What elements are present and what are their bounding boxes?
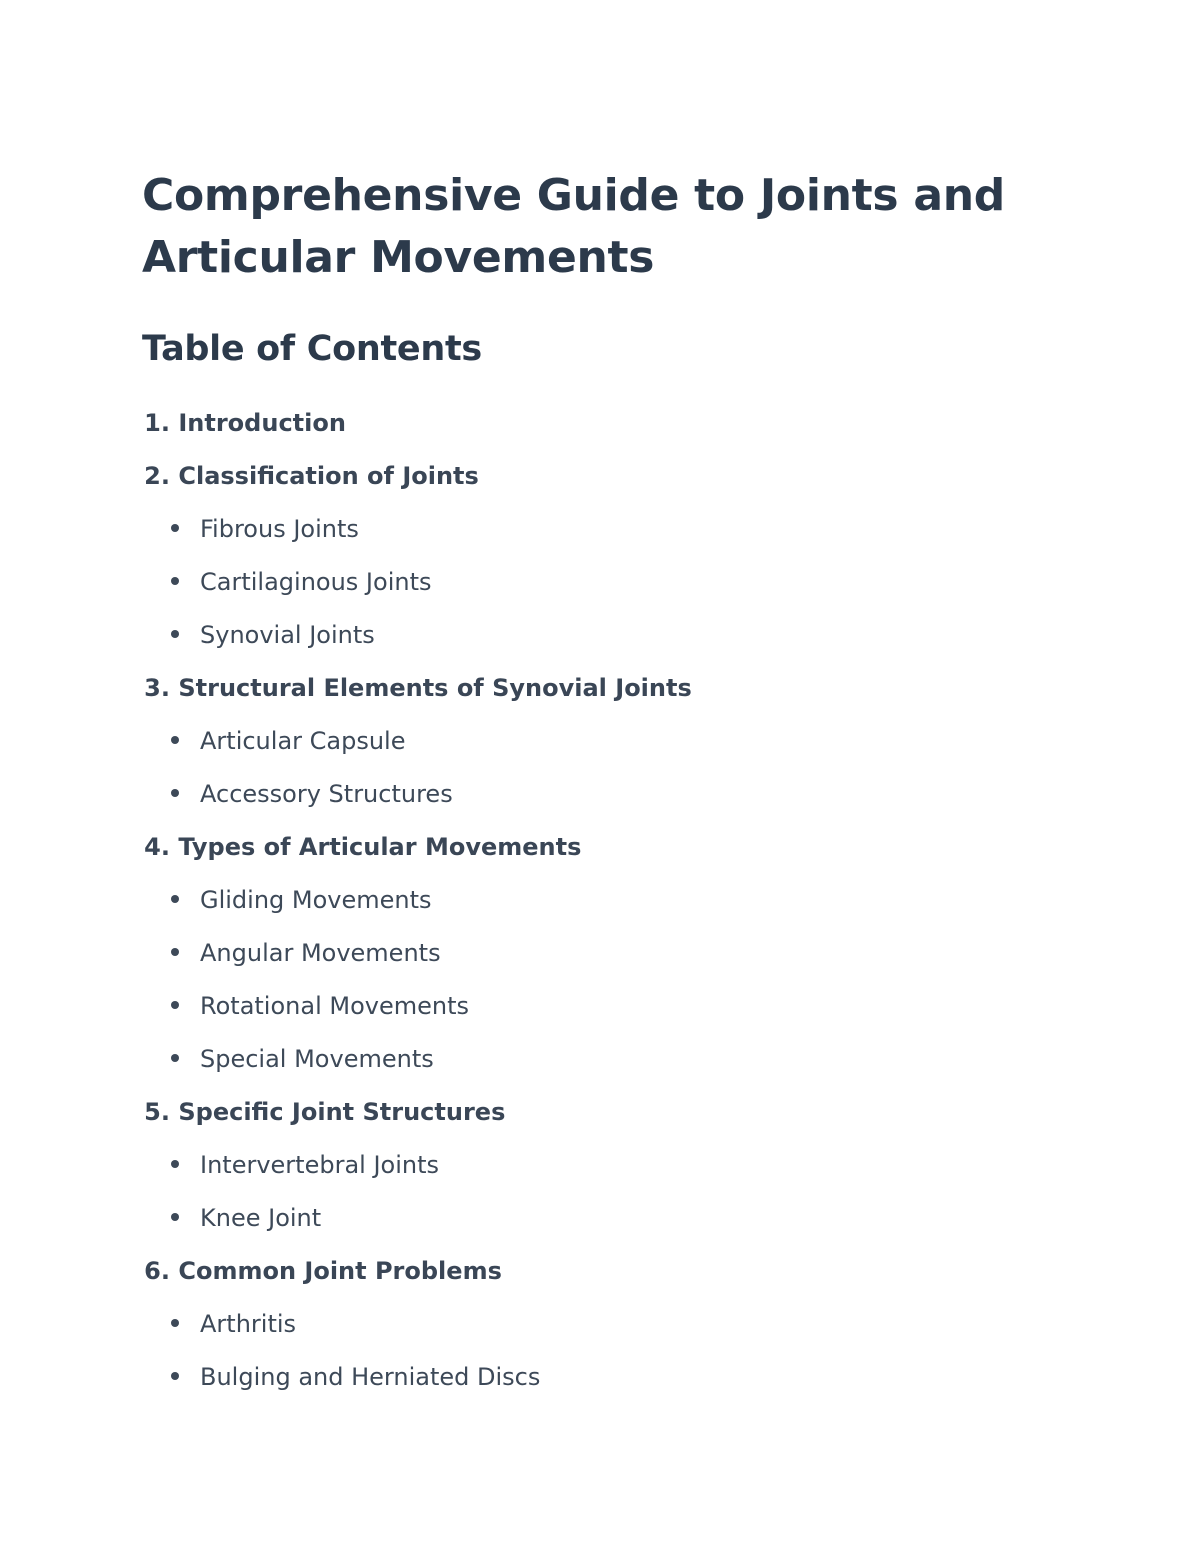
toc-subitem[interactable] xyxy=(142,556,1062,609)
toc-subitem[interactable] xyxy=(142,715,1062,768)
document-title-line1: Comprehensive Guide to Joints and xyxy=(142,170,1005,221)
toc-section-title: Specific Joint Structures xyxy=(178,1098,506,1126)
toc-subitem[interactable] xyxy=(142,874,1062,927)
toc-subitem-label: Synovial Joints xyxy=(200,621,375,649)
bullet-icon xyxy=(171,630,179,638)
toc-subitem-label: Intervertebral Joints xyxy=(200,1151,440,1179)
toc-section-3[interactable] xyxy=(142,662,1062,715)
bullet-icon xyxy=(171,895,179,903)
toc-subitem[interactable] xyxy=(142,1298,1062,1351)
toc-subitem-label: Articular Capsule xyxy=(200,727,406,755)
document-title-line2: Articular Movements xyxy=(142,232,655,283)
toc-heading: Table of Contents xyxy=(142,329,482,369)
toc-section-title: Structural Elements of Synovial Joints xyxy=(178,674,692,702)
bullet-icon xyxy=(171,1372,179,1380)
toc-section-6[interactable] xyxy=(142,1245,1062,1298)
bullet-icon xyxy=(171,1160,179,1168)
toc-section-number: 1. xyxy=(144,409,170,437)
toc-section-title: Common Joint Problems xyxy=(178,1257,502,1285)
toc-subitem[interactable] xyxy=(142,503,1062,556)
toc-subitem[interactable] xyxy=(142,927,1062,980)
toc-section-number: 3. xyxy=(144,674,170,702)
toc-subitem-label: Fibrous Joints xyxy=(200,515,359,543)
toc-section-number: 2. xyxy=(144,462,170,490)
toc-section-5[interactable] xyxy=(142,1086,1062,1139)
bullet-icon xyxy=(171,1054,179,1062)
toc-section-1[interactable] xyxy=(142,397,1062,450)
toc-section-number: 5. xyxy=(144,1098,170,1126)
bullet-icon xyxy=(171,1001,179,1009)
bullet-icon xyxy=(171,948,179,956)
toc-section-number: 4. xyxy=(144,833,170,861)
toc-subitem[interactable] xyxy=(142,609,1062,662)
toc-subitem-label: Rotational Movements xyxy=(200,992,470,1020)
bullet-icon xyxy=(171,524,179,532)
toc-subitem[interactable] xyxy=(142,1139,1062,1192)
bullet-icon xyxy=(171,789,179,797)
table-of-contents xyxy=(142,397,1062,1404)
bullet-icon xyxy=(171,577,179,585)
toc-section-title: Classification of Joints xyxy=(178,462,479,490)
toc-subitem-label: Gliding Movements xyxy=(200,886,432,914)
bullet-icon xyxy=(171,1213,179,1221)
toc-subitem-label: Arthritis xyxy=(200,1310,297,1338)
bullet-icon xyxy=(171,1319,179,1327)
toc-section-number: 6. xyxy=(144,1257,170,1285)
toc-subitem-label: Special Movements xyxy=(200,1045,434,1073)
toc-subitem-label: Bulging and Herniated Discs xyxy=(200,1363,541,1391)
toc-section-title: Introduction xyxy=(178,409,346,437)
toc-subitem[interactable] xyxy=(142,1192,1062,1245)
toc-section-2[interactable] xyxy=(142,450,1062,503)
toc-section-title: Types of Articular Movements xyxy=(178,833,582,861)
toc-subitem[interactable] xyxy=(142,980,1062,1033)
toc-subitem-label: Cartilaginous Joints xyxy=(200,568,432,596)
toc-section-4[interactable] xyxy=(142,821,1062,874)
toc-subitem[interactable] xyxy=(142,768,1062,821)
toc-subitem-label: Accessory Structures xyxy=(200,780,453,808)
toc-subitem-label: Knee Joint xyxy=(200,1204,322,1232)
toc-subitem-label: Angular Movements xyxy=(200,939,441,967)
bullet-icon xyxy=(171,736,179,744)
toc-subitem[interactable] xyxy=(142,1351,1062,1404)
toc-subitem[interactable] xyxy=(142,1033,1062,1086)
document-page xyxy=(142,165,1062,1404)
document-title xyxy=(142,165,1062,289)
